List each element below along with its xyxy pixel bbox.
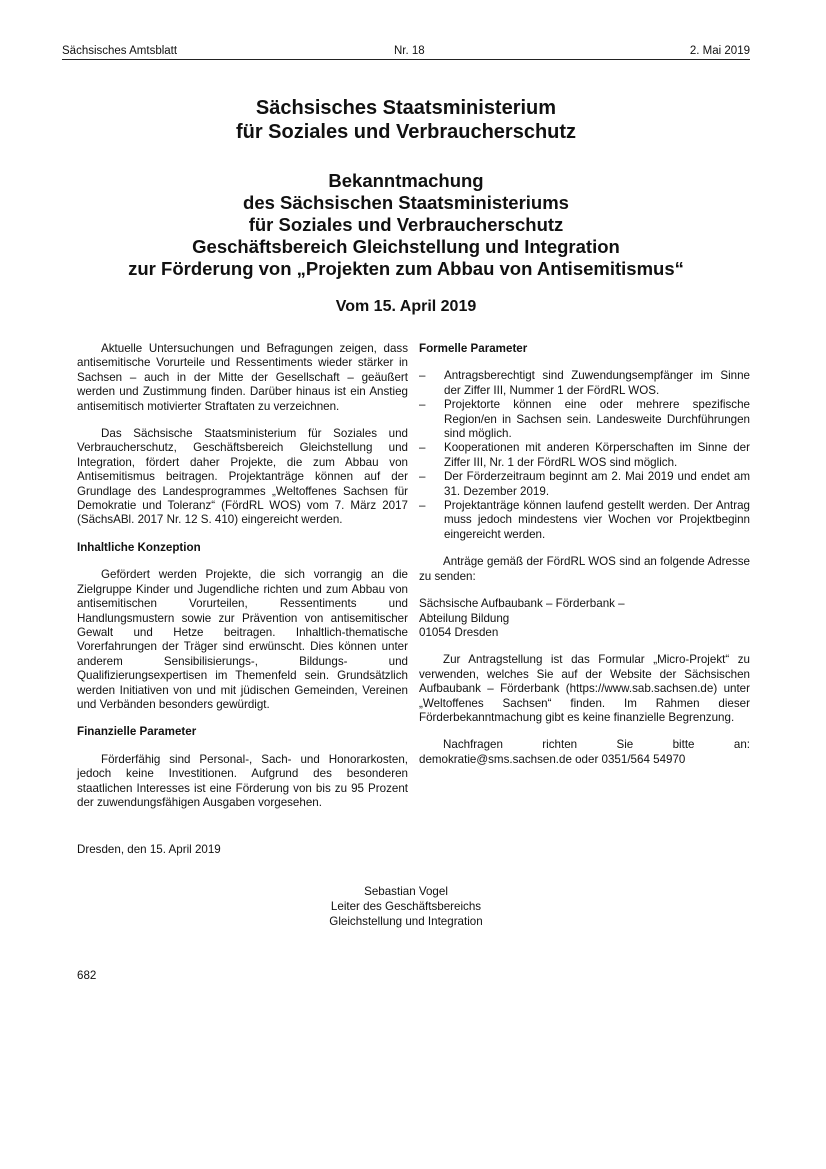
section-heading-formelle: Formelle Parameter bbox=[419, 342, 528, 355]
announcement-line: zur Förderung von „Projekten zum Abbau von Antisemitismus“ bbox=[128, 258, 684, 279]
list-item bbox=[419, 499, 750, 542]
body-columns bbox=[77, 342, 750, 823]
dash-bullet: – bbox=[419, 398, 426, 412]
list-item bbox=[419, 369, 750, 398]
ministry-line: für Soziales und Verbraucherschutz bbox=[235, 121, 577, 143]
list-item-text: Projektanträge können laufend gestellt werden. Der Antrag muss jedoch mindestens vier Wochen vor Projektbeginn eingereicht werden. bbox=[444, 499, 750, 541]
list-item-text: Der Förderzeitraum beginnt am 2. Mai 2019 und endet am 31. Dezember 2019. bbox=[444, 470, 750, 498]
publication-name: Sächsisches Amtsblatt bbox=[62, 45, 178, 57]
left-column bbox=[77, 342, 408, 823]
dash-bullet: – bbox=[419, 441, 426, 455]
announcement-line: des Sächsischen Staatsministeriums bbox=[243, 192, 569, 213]
address-block bbox=[419, 597, 750, 640]
formelle-list bbox=[419, 369, 750, 542]
list-item bbox=[419, 470, 750, 499]
dash-bullet: – bbox=[419, 369, 426, 383]
signatory-name: Sebastian Vogel bbox=[364, 884, 448, 898]
page-header bbox=[62, 42, 750, 60]
place-date: Dresden, den 15. April 2019 bbox=[77, 843, 221, 857]
section-heading-finanzielle: Finanzielle Parameter bbox=[77, 725, 197, 739]
issue-number: Nr. 18 bbox=[394, 45, 425, 57]
signatory-title: Leiter des Geschäftsbereichs bbox=[330, 899, 482, 913]
list-item-text: Projektorte können eine oder mehrere spezifische Region/en in Sachsen sein. Landesweite Durchführungen sind möglich. bbox=[444, 398, 750, 441]
ministry-line: Sächsisches Staatsministerium bbox=[255, 97, 557, 119]
list-item bbox=[419, 398, 750, 441]
address-line: 01054 Dresden bbox=[419, 625, 499, 639]
intro-paragraph: Das Sächsische Staatsministerium für Soziales und Verbraucherschutz, Geschäftsbereich Gleichstellung und Integration, fördert daher Projekte, die zum Abbau von Antisemitismus beitragen. Projektanträge können auf der Grundlage des Landesprogrammes „Weltoffenes Sachsen für Demokratie und Toleranz“ (FördRL WOS) vom 7. März 2017 (SächsABl. 2017 Nr. 12 S. 410) eingereicht werden. bbox=[77, 427, 408, 527]
form-paragraph: Zur Antragstellung ist das Formular „Micro-Projekt“ zu verwenden, welches Sie auf der Website der Sächsischen Aufbaubank – Förderbank (https://www.sab.sachsen.de) unter „Weltoffenes Sachsen“ finden. Im Rahmen dieser Förderbekanntmachung gibt es keine finanzielle Begrenzung. bbox=[419, 653, 750, 724]
list-item bbox=[419, 441, 750, 470]
list-item-text: Kooperationen mit anderen Körperschaften im Sinne der Ziffer III, Nr. 1 der FördRL WOS sind möglich. bbox=[444, 441, 750, 469]
address-line: Sächsische Aufbaubank – Förderbank – bbox=[419, 597, 625, 611]
announcement-title bbox=[62, 170, 750, 280]
konzeption-paragraph: Gefördert werden Projekte, die sich vorrangig an die Zielgruppe Kinder und Jugendliche richten und zum Abbau von antisemitischen Vorurteilen, Ressentiments und Handlungsmustern sowie zur Prävention von antisemitischer Gewalt und Hetze beitragen. Inhaltlich-thematische Vorerfahrungen der Träger sind erwünscht. Dies können unter anderem Sensibilisierungs-, Bildungs- und Qualifizierungsexpertisen im Themenfeld sein. Grundsätzlich werden Initiativen von und mit jüdischen Gemeinden, Vereinen und Verbänden besonders gewürdigt. bbox=[77, 568, 408, 711]
signatory-title: Gleichstellung und Integration bbox=[329, 914, 483, 928]
address-intro: Anträge gemäß der FördRL WOS sind an folgende Adresse zu senden: bbox=[419, 555, 750, 583]
dash-bullet: – bbox=[419, 470, 426, 484]
section-heading-konzeption: Inhaltliche Konzeption bbox=[77, 540, 201, 554]
address-line: Abteilung Bildung bbox=[419, 611, 510, 625]
announcement-date: Vom 15. April 2019 bbox=[335, 298, 477, 315]
dash-bullet: – bbox=[419, 499, 426, 513]
announcement-line: für Soziales und Verbraucherschutz bbox=[248, 214, 564, 235]
page-number: 682 bbox=[77, 968, 97, 982]
intro-paragraph: Aktuelle Untersuchungen und Befragungen zeigen, dass antisemitische Vorurteile und Ressentiments wieder stärker in Sachsen – auch in der Mitte der Gesellschaft – geäußert werden und Zustimmung finden. Darüber hinaus ist ein Anstieg antisemitisch motivierter Straftaten zu verzeichnen. bbox=[77, 342, 408, 413]
ministry-title bbox=[62, 96, 750, 144]
announcement-line: Geschäftsbereich Gleichstellung und Integration bbox=[192, 236, 620, 257]
list-item-text: Antragsberechtigt sind Zuwendungsempfänger im Sinne der Ziffer III, Nummer 1 der FördRL WOS. bbox=[444, 369, 750, 397]
finanzielle-paragraph: Förderfähig sind Personal-, Sach- und Honorarkosten, jedoch keine Investitionen. Aufgrund des besonderen staatlichen Interesses ist eine Förderung von bis zu 95 Prozent der zuwendungsfähigen Ausgaben vorgesehen. bbox=[77, 752, 408, 809]
issue-date: 2. Mai 2019 bbox=[689, 45, 750, 57]
right-column bbox=[419, 342, 750, 823]
contact-paragraph: Nachfragen richten Sie bitte an: demokratie@sms.sachsen.de oder 0351/564 54970 bbox=[419, 738, 750, 766]
signature-block bbox=[62, 884, 750, 929]
announcement-line: Bekanntmachung bbox=[328, 170, 484, 191]
